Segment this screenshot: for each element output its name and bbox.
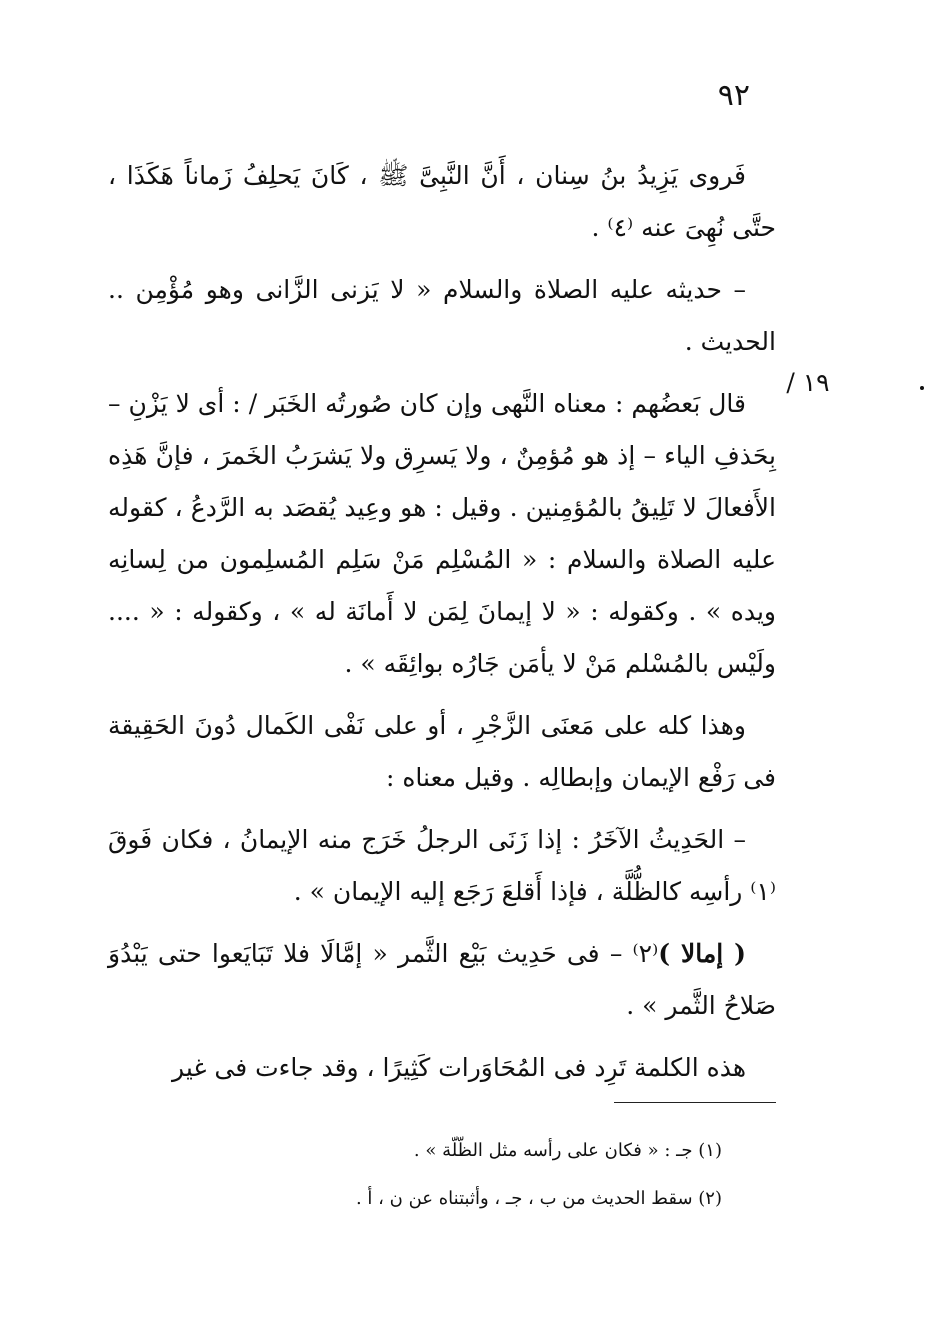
main-text [108, 150, 776, 1104]
paragraph-4: وهذا كله على مَعنَى الزَّجْرِ ، أو على نَفْى الكَمال دُونَ الحَقِيقة فى رَفْع الإيمان وإبطالِه . وقيل معناه : [108, 711, 776, 792]
footnote-1: (١) جـ : « فكان على رأسه مثل الظّلّة » . [413, 1140, 722, 1161]
margin-folio-marker: ١٩ / [786, 368, 830, 397]
paragraph-6-text: ⁽٢⁾ – فى حَدِيث بَيْع الثَّمر « إمَّالَا فلا تَبَايَعوا حتى يَبْدُوَ صَلاحُ الثَّمر » . [108, 939, 776, 1020]
margin-dot [920, 386, 924, 390]
paragraph-2: – حديثه عليه الصلاة والسلام « لا يَزنى الزَّانى وهو مُؤْمِن .. الحديث . [108, 275, 776, 356]
paragraph-6 [108, 928, 776, 1032]
paragraph-1: فَروى يَزِيدُ بنُ سِنان ، أَنَّ النَّبِىَّ ﷺ ، كَانَ يَحلِفُ زَماناً هَكَذَا ، حتَّى نُهِىَ عنه ⁽٤⁾ . [108, 161, 776, 242]
page-number: ٩٢ [717, 78, 750, 113]
paragraph-7: هذه الكلمة تَرِد فى المُحَاوَرات كَثِيرًا ، وقد جاءت فى غير [172, 1053, 746, 1082]
entry-headword: ( إمالا ) [658, 939, 746, 968]
footnote-2: (٢) سقط الحديث من ب ، جـ ، وأثبتناه عن ن ، أ . [355, 1188, 722, 1209]
paragraph-3: قال بَعضُهم : معناه النَّهى وإن كان صُورتُه الخَبَر / : أى لا يَزْنِ – بِحَذفِ الياء – إذ هو مُؤمِنٌ ، ولا يَسرِق ولا يَشرَبُ الخَمرَ ، فإنَّ هَذِه الأَفعالَ لا تَلِيقُ بالمُؤمِنين . وقيل : هو وعِيد يُقصَد به الرَّدعُ ، كقوله عليه الصلاة والسلام : « المُسْلِم مَنْ سَلِم المُسلِمون من لِسانِه ويده » . وكقوله : « لا إيمانَ لِمَن لا أَمانَة له » ، وكقوله : « .... ولَيْس بالمُسْلم مَنْ لا يأمَن جَارُه بوائِقَه » . [108, 389, 776, 678]
footnote-separator [614, 1102, 776, 1103]
paragraph-5: – الحَدِيثُ الآخَرُ : إذا زَنَى الرجلُ خَرَج منه الإيمانُ ، فكان فَوقَ ⁽١⁾ رأسِه كالظُّلَّة ، فإذا أَقلعَ رَجَع إليه الإيمان » . [108, 825, 776, 906]
